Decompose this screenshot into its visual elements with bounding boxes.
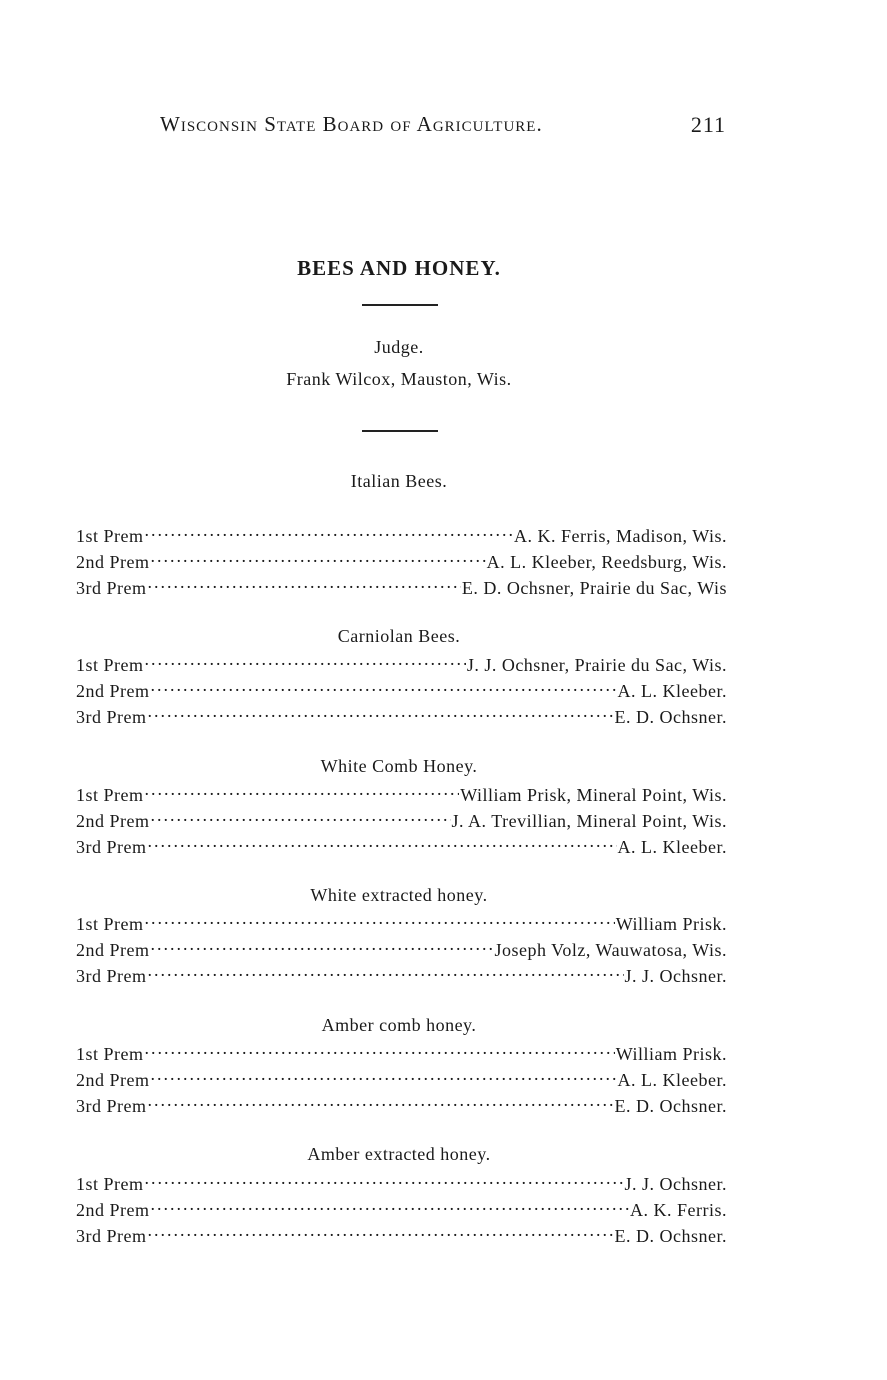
premium-place: 2nd Prem <box>76 1200 150 1220</box>
premium-entry <box>76 548 727 574</box>
dot-leader <box>151 548 486 568</box>
premium-winner: A. K. Ferris, Madison, Wis. <box>514 526 727 546</box>
premium-winner: A. L. Kleeber, Reedsburg, Wis. <box>486 552 727 572</box>
premium-winner: E. D. Ochsner, Prairie du Sac, Wis <box>461 578 727 598</box>
premium-place: 3rd Prem <box>76 707 147 727</box>
premium-entry <box>76 1196 727 1222</box>
category-heading: Amber extracted honey. <box>307 1144 491 1164</box>
premium-entry <box>76 677 727 703</box>
premium-entry <box>76 962 727 988</box>
premium-place: 2nd Prem <box>76 940 150 960</box>
dot-leader <box>148 703 614 723</box>
premium-winner: A. L. Kleeber. <box>617 837 727 857</box>
premium-winner: J. A. Trevillian, Mineral Point, Wis. <box>451 811 727 831</box>
dot-leader <box>148 833 617 853</box>
premium-place: 3rd Prem <box>76 1226 147 1246</box>
dot-leader <box>148 962 624 982</box>
dot-leader <box>145 522 514 542</box>
premium-place: 1st Prem <box>76 526 144 546</box>
dot-leader <box>145 1170 624 1190</box>
premium-entry <box>76 807 727 833</box>
divider-rule <box>362 304 438 306</box>
section-title: BEES AND HONEY. <box>297 256 501 280</box>
category-entries <box>76 781 727 859</box>
premium-winner: E. D. Ochsner. <box>614 1226 727 1246</box>
premium-winner: E. D. Ochsner. <box>614 707 727 727</box>
running-head <box>160 112 726 142</box>
premium-entry <box>76 833 727 859</box>
premium-winner: J. J. Ochsner. <box>624 966 727 986</box>
dot-leader <box>148 574 461 594</box>
dot-leader <box>151 677 617 697</box>
premium-winner: J. J. Ochsner, Prairie du Sac, Wis. <box>466 655 727 675</box>
dot-leader <box>151 1196 630 1216</box>
dot-leader <box>145 1040 615 1060</box>
premium-entry <box>76 703 727 729</box>
premium-place: 3rd Prem <box>76 966 147 986</box>
dot-leader <box>145 781 460 801</box>
judge-name: Frank Wilcox, Mauston, Wis. <box>286 369 512 389</box>
dot-leader <box>148 1222 614 1242</box>
premium-winner: E. D. Ochsner. <box>614 1096 727 1116</box>
premium-place: 2nd Prem <box>76 811 150 831</box>
page-number: 211 <box>690 112 726 137</box>
premium-place: 1st Prem <box>76 1044 144 1064</box>
premium-place: 2nd Prem <box>76 1070 150 1090</box>
premium-winner: William Prisk, Mineral Point, Wis. <box>460 785 727 805</box>
premium-entry <box>76 1040 727 1066</box>
premium-place: 2nd Prem <box>76 552 150 572</box>
category-entries <box>76 910 727 988</box>
category-heading: White Comb Honey. <box>320 756 478 776</box>
dot-leader <box>145 651 466 671</box>
premium-place: 1st Prem <box>76 914 144 934</box>
dot-leader <box>151 1066 617 1086</box>
premium-entry <box>76 1222 727 1248</box>
judge-label: Judge. <box>374 337 424 357</box>
dot-leader <box>151 936 494 956</box>
premium-entry <box>76 522 727 548</box>
running-title: Wisconsin State Board of Agriculture. <box>160 112 543 136</box>
category-entries <box>76 522 727 600</box>
premium-place: 1st Prem <box>76 785 144 805</box>
premium-entry <box>76 651 727 677</box>
premium-winner: William Prisk. <box>615 1044 727 1064</box>
category-entries <box>76 651 727 729</box>
premium-place: 2nd Prem <box>76 681 150 701</box>
category-heading: Italian Bees. <box>350 471 448 491</box>
premium-winner: Joseph Volz, Wauwatosa, Wis. <box>494 940 727 960</box>
premium-winner: A. L. Kleeber. <box>617 681 727 701</box>
premium-entry <box>76 910 727 936</box>
premium-winner: J. J. Ochsner. <box>624 1174 727 1194</box>
dot-leader <box>148 1092 614 1112</box>
premium-entry <box>76 1066 727 1092</box>
premium-entry <box>76 574 727 600</box>
divider-rule <box>362 430 438 432</box>
premium-entry <box>76 1170 727 1196</box>
premium-entry <box>76 936 727 962</box>
premium-entry <box>76 1092 727 1118</box>
category-heading: White extracted honey. <box>310 885 488 905</box>
premium-winner: A. K. Ferris. <box>630 1200 727 1220</box>
dot-leader <box>151 807 451 827</box>
category-entries <box>76 1040 727 1118</box>
category-entries <box>76 1170 727 1248</box>
premium-place: 1st Prem <box>76 655 144 675</box>
premium-place: 3rd Prem <box>76 837 147 857</box>
premium-place: 3rd Prem <box>76 1096 147 1116</box>
premium-winner: William Prisk. <box>615 914 727 934</box>
premium-winner: A. L. Kleeber. <box>617 1070 727 1090</box>
premium-place: 3rd Prem <box>76 578 147 598</box>
premium-place: 1st Prem <box>76 1174 144 1194</box>
category-heading: Amber comb honey. <box>321 1015 477 1035</box>
premium-entry <box>76 781 727 807</box>
dot-leader <box>145 910 615 930</box>
category-heading: Carniolan Bees. <box>337 626 461 646</box>
